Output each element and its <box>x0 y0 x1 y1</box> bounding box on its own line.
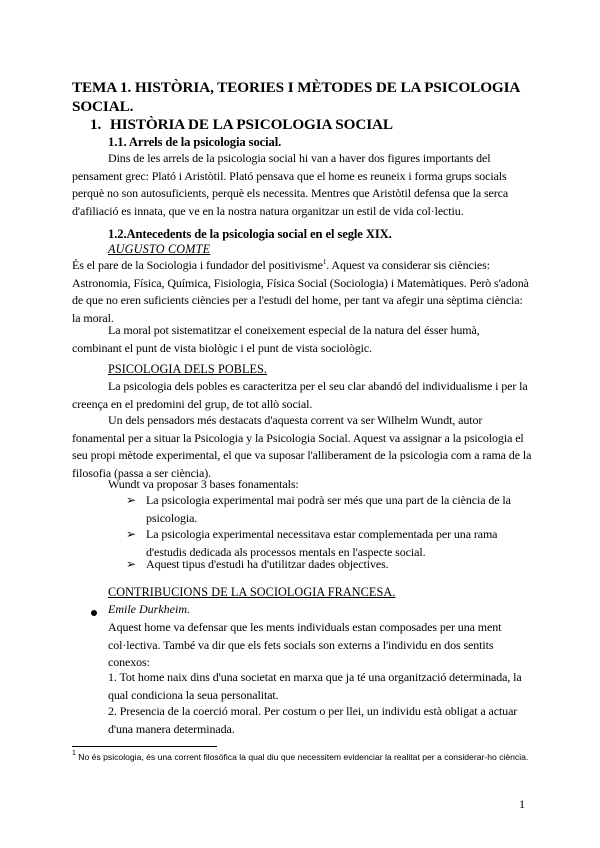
durkheim-name: Emile Durkheim. <box>108 602 190 616</box>
paragraph-comte-2: La moral pot sistematitzar el coneixement especial de la natura del ésser humà, combinant el punt de vista biològic i el punt de vista sociològic. <box>72 323 480 355</box>
footnote-mark: 1 <box>72 750 76 757</box>
page-number: 1 <box>519 797 525 811</box>
footnote <box>72 752 532 764</box>
pobles-heading: PSICOLOGIA DELS POBLES. <box>108 362 268 376</box>
subsection-heading-1-2: 1.2.Antecedents de la psicologia social en el segle XIX. <box>108 227 392 241</box>
list-item-text: Aquest tipus d'estudi ha d'utilitzar dades objectives. <box>146 557 389 571</box>
arrow-bullet-icon: ➢ <box>126 527 136 541</box>
comte-text-a: És el pare de la Sociologia i fundador del positivisme <box>72 258 323 272</box>
paragraph-pobles-2: Un dels pensadors més destacats d'aquesta corrent va ser Wilhelm Wundt, autor fonamental per a situar la Psicologia y la Psicologia Social. Aquest va assignar a la psicologia el seu propi mètode experimental, el que va suposar l'alliberament de la psicologia com a rama de la filosofia (passa a ser ciència). <box>72 413 532 480</box>
paragraph-comte-1 <box>72 257 532 327</box>
paragraph-pobles-3: Wundt va proposar 3 bases fonamentals: <box>108 477 299 491</box>
paragraph-durkheim-1: Aquest home va defensar que les ments individuals estan composades per una ment col·lectiva. També va dir que els fets socials son externs a l'individu en dos sentits conexos: <box>108 620 502 669</box>
comte-heading: AUGUSTO COMTE <box>108 242 211 256</box>
section-title: HISTÒRIA DE LA PSICOLOGIA SOCIAL <box>110 116 393 133</box>
arrow-bullet-icon: ➢ <box>126 493 136 507</box>
footnote-reference: 1 <box>322 258 327 266</box>
list-item <box>126 492 526 527</box>
subsection-heading-1-1: 1.1. Arrels de la psicologia social. <box>108 135 282 149</box>
footnote-divider <box>72 746 217 747</box>
sociologia-francesa-heading: CONTRIBUCIONS DE LA SOCIOLOGIA FRANCESA. <box>108 585 396 599</box>
paragraph-arrels: Dins de les arrels de la psicologia social hi van a haver dos figures importants del pensament grec: Plató i Aristòtil. Plató pensava que el home es reuneix i forma grups socials perquè no son autosuficients, perquè els necessita. Mentres que Aristòtil defensa que la serca d'afiliació es innata, que ve en la nostra natura organitzar un estil de vida col·lectiu. <box>72 151 509 218</box>
paragraph-durkheim-2: 1. Tot home naix dins d'una societat en marxa que ja té una organització determinada, la qual condiciona la seua personalitat. <box>108 670 522 702</box>
bullet-dot-icon <box>91 610 97 616</box>
footnote-text: No és psicologia, és una corrent filosòfica la qual diu que necessitem evidenciar la realitat per a considerar-ho ciència. <box>75 752 529 762</box>
list-item-text: La psicologia experimental mai podrà ser més que una part de la ciència de la psicologia. <box>146 493 511 525</box>
list-item <box>126 556 526 574</box>
list-item-text: La psicologia experimental necessitava estar complementada per una rama d'estudis dedicada als processos mentals en l'aspecte social. <box>146 527 498 559</box>
section-number: 1. <box>90 116 102 133</box>
comte-text-b: . Aquest va considerar sis ciències: Astronomia, Física, Química, Fisiologia, Física Social (Sociologia) i Matemàtiques. Però s'adonà de que no eren suficients ciències per a l'estudi del home, per tant va afegir una sèptima ciència: la moral. <box>72 258 529 325</box>
document-title: TEMA 1. HISTÒRIA, TEORIES I MÈTODES DE LA PSICOLOGIA SOCIAL. <box>72 79 520 115</box>
paragraph-pobles-1: La psicologia dels pobles es caracteritza per el seu clar abandó del individualisme i per la creença en el predomini del grup, de tot allò social. <box>72 379 528 411</box>
section-heading-1 <box>90 116 393 134</box>
paragraph-durkheim-3: 2. Presencia de la coerció moral. Per costum o per llei, un individu està obligat a actuar d'una manera determinada. <box>108 704 518 736</box>
arrow-bullet-icon: ➢ <box>126 557 136 571</box>
